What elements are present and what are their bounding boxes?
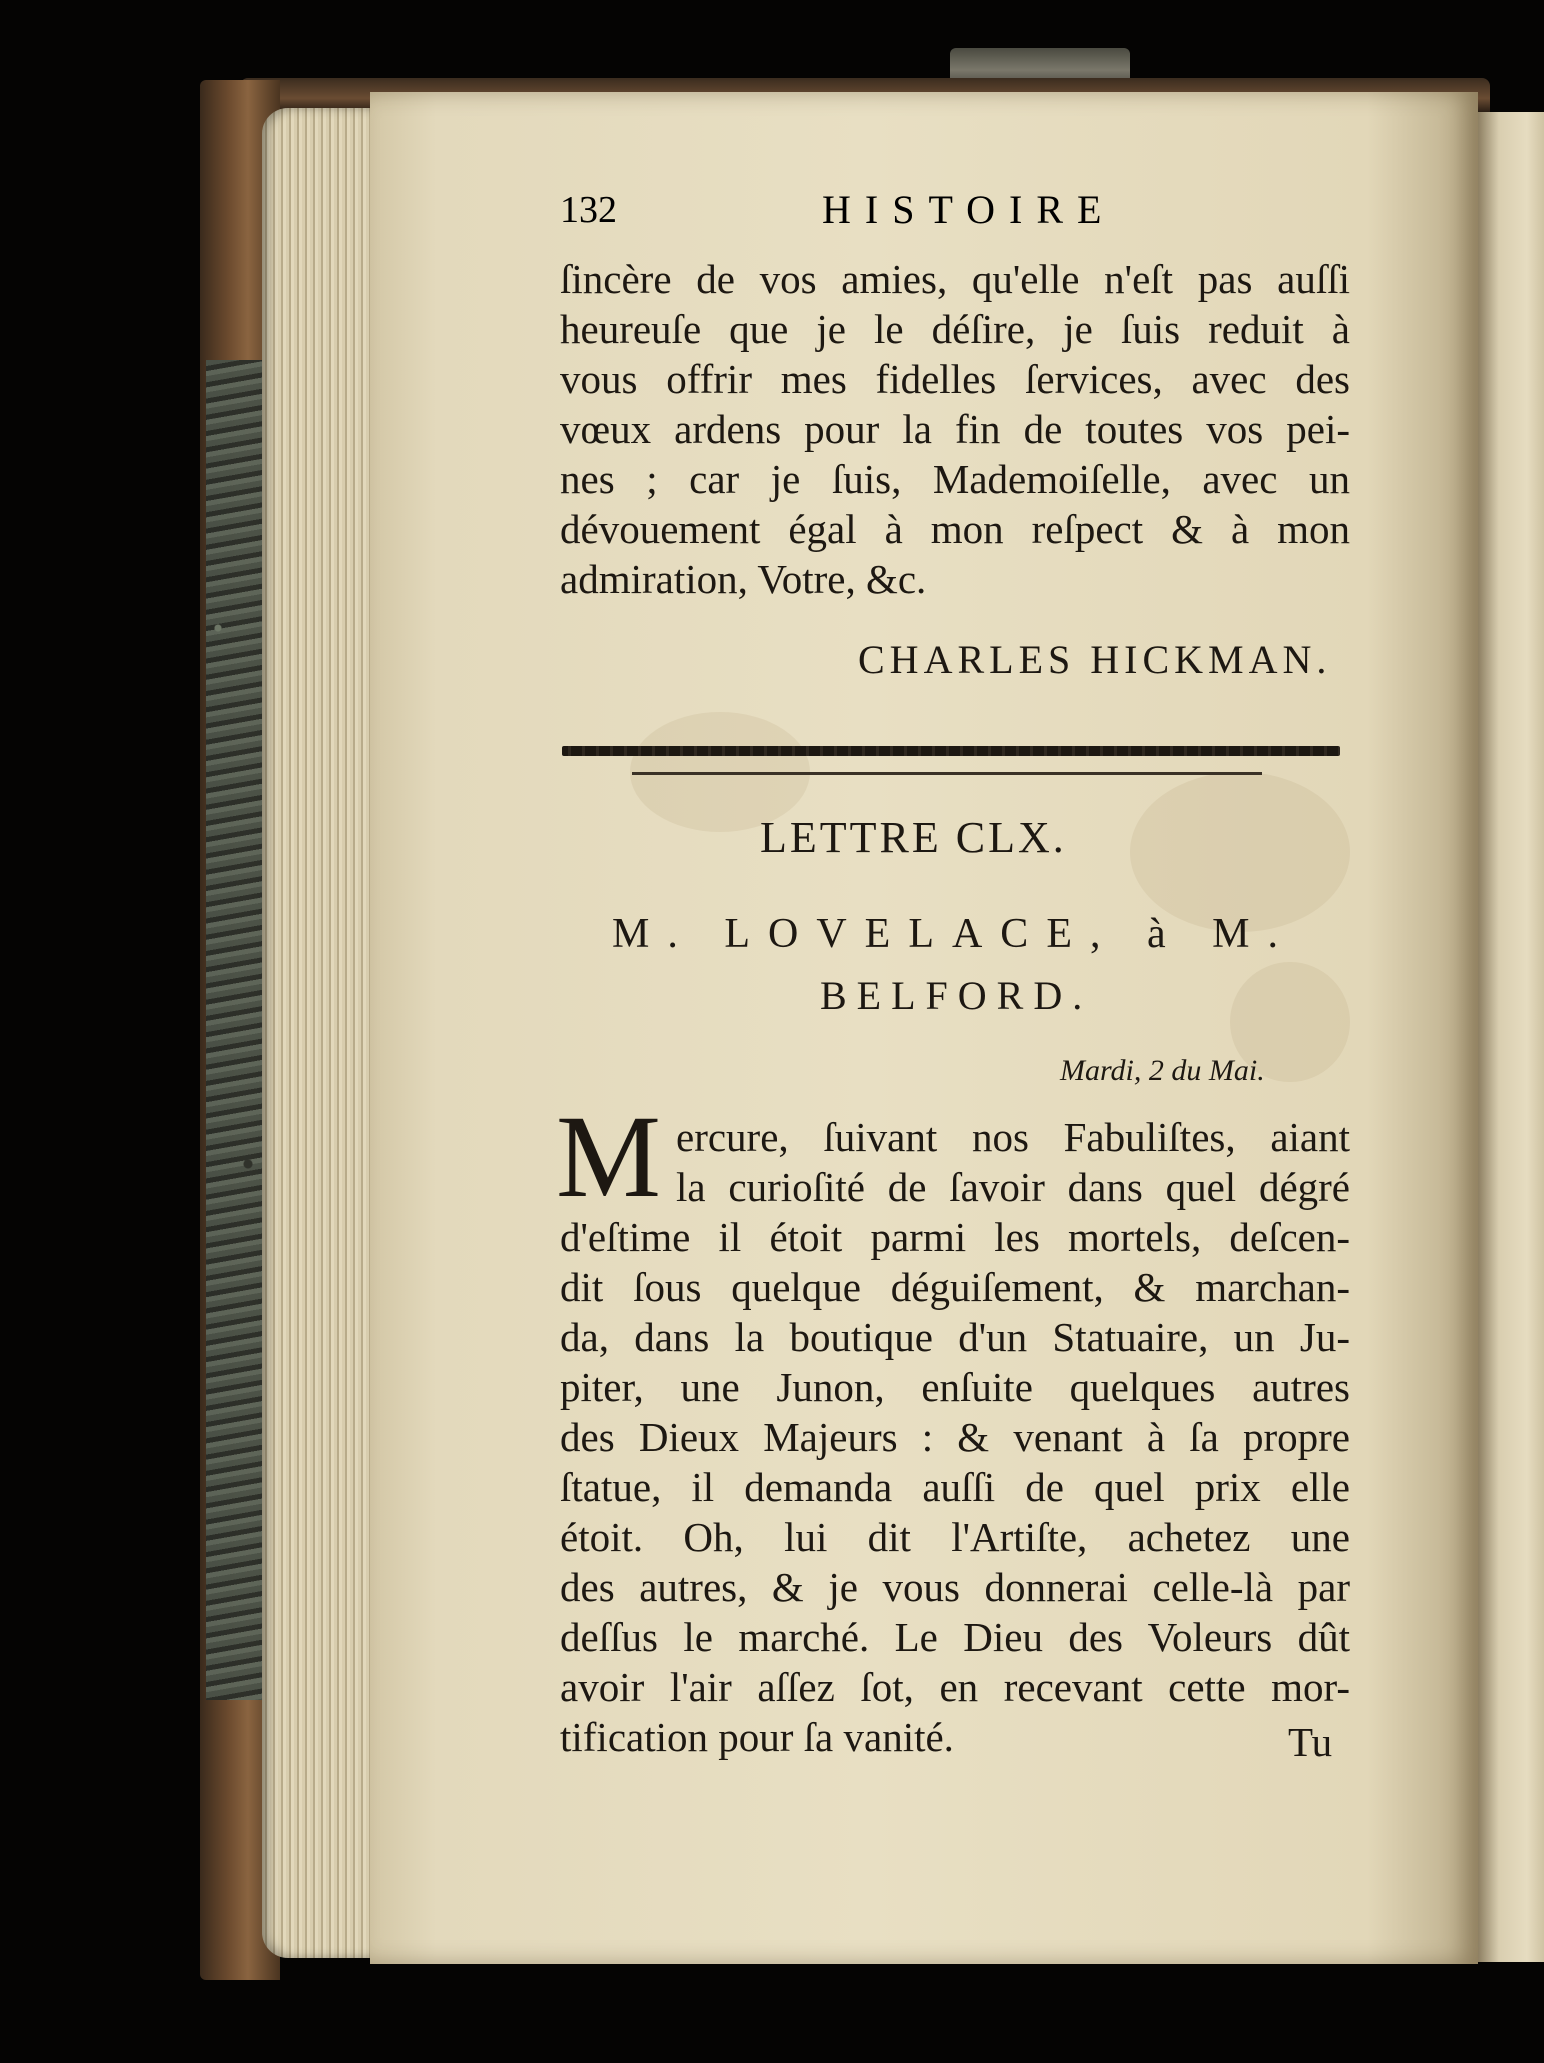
text-line: des autres, & je vous donnerai celle-là par: [560, 1564, 1350, 1610]
letter-address-recipient: BELFORD.: [820, 973, 1093, 1018]
text-line: avoir l'air aſſez ſot, en recevant cette mor-: [560, 1664, 1350, 1710]
letter-address: M. LOVELACE, à M.: [612, 911, 1296, 957]
text-line: admiration, Votre, &c.: [560, 556, 927, 602]
running-head-title: HISTOIRE: [822, 187, 1116, 232]
thin-rule: [632, 772, 1262, 775]
text-line: ſtatue, il demanda auſſi de quel prix elle: [560, 1464, 1350, 1510]
text-line: dévouement égal à mon reſpect & à mon: [560, 506, 1350, 552]
facing-page-edge: [1478, 112, 1544, 1962]
text-line: dit ſous quelque déguiſement, & marchan-: [560, 1264, 1350, 1310]
letter-title: LETTRE CLX.: [760, 813, 1067, 862]
drop-cap: M: [556, 1091, 661, 1222]
text-line: étoit. Oh, lui dit l'Artiſte, achetez une: [560, 1514, 1350, 1560]
letter-date: Mardi, 2 du Mai.: [1060, 1054, 1265, 1087]
text-line: nes ; car je ſuis, Mademoiſelle, avec un: [560, 456, 1350, 502]
text-line: vœux ardens pour la fin de toutes vos pei-: [560, 406, 1350, 452]
running-header: [560, 188, 1350, 238]
catchword: Tu: [1288, 1719, 1333, 1765]
text-line: heureuſe que je le déſire, je ſuis reduit à: [560, 306, 1350, 352]
page-number: 132: [560, 189, 617, 231]
signature: CHARLES HICKMAN.: [858, 637, 1332, 682]
text-line: ercure, ſuivant nos Fabuliſtes, aiant: [676, 1114, 1350, 1160]
text-line: tification pour ſa vanité.: [560, 1714, 954, 1760]
text-line: des Dieux Majeurs : & venant à ſa propre: [560, 1414, 1350, 1460]
text-line: vous offrir mes fidelles ſervices, avec des: [560, 356, 1350, 402]
text-line: la curioſité de ſavoir dans quel dégré: [676, 1164, 1350, 1210]
text-line: ſincère de vos amies, qu'elle n'eſt pas auſſi: [560, 256, 1350, 302]
text-line: d'eſtime il étoit parmi les mortels, deſcen-: [560, 1214, 1350, 1260]
text-line: da, dans la boutique d'un Statuaire, un Ju-: [560, 1314, 1350, 1360]
text-line: piter, une Junon, enſuite quelques autres: [560, 1364, 1350, 1410]
marbled-board: [206, 360, 266, 1700]
page-edges: [262, 108, 382, 1958]
text-line: deſſus le marché. Le Dieu des Voleurs dût: [560, 1614, 1350, 1660]
ornamental-rule: [562, 746, 1340, 756]
